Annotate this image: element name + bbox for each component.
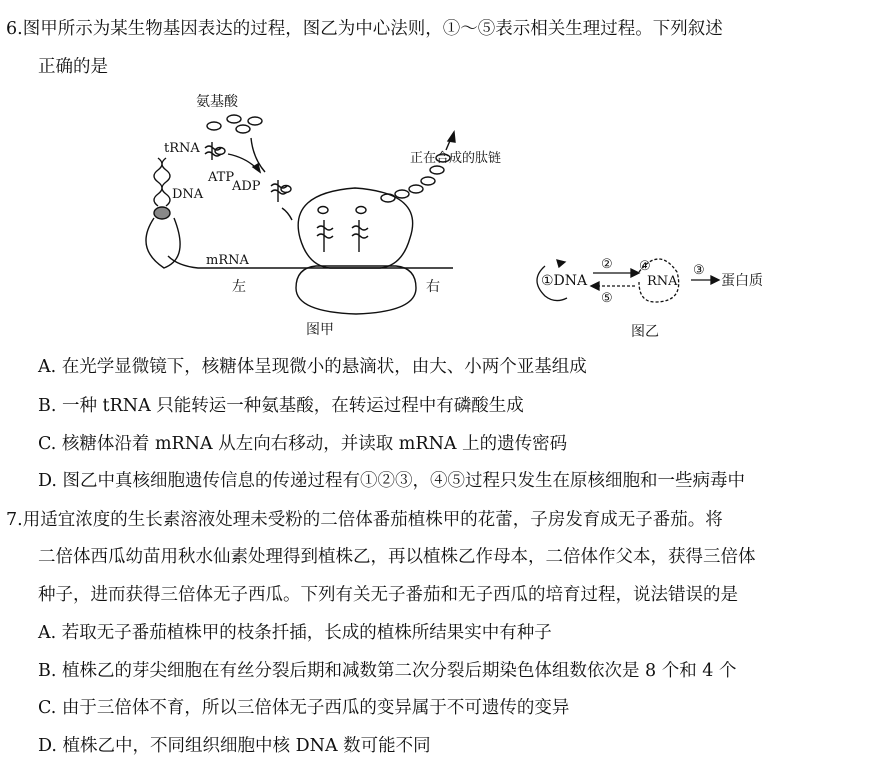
q7-stem-line1	[6, 509, 723, 531]
q7-stem-line3: 种子，进而获得三倍体无子西瓜。下列有关无子番茄和无子西瓜的培育过程，说法错误的是	[38, 585, 738, 605]
trna-enter-arrow	[282, 208, 292, 220]
label-dna: DNA	[172, 187, 204, 202]
q6-option-d: D. 图乙中真核细胞遗传信息的传递过程有①②③，④⑤过程只发生在原核细胞和一些病毒中	[38, 471, 746, 491]
q7-option-c: C. 由于三倍体不育，所以三倍体无子西瓜的变异属于不可遗传的变异	[38, 698, 570, 718]
arrow-reverse-head	[591, 282, 599, 290]
caption-yi: 图乙	[631, 324, 659, 340]
q7-stem-line2: 二倍体西瓜幼苗用秋水仙素处理得到植株乙，再以植株乙作母本，二倍体作父本，获得三倍体	[38, 547, 756, 567]
rna-polymerase	[154, 207, 170, 219]
q6-option-c: C. 核糖体沿着 mRNA 从左向右移动，并读取 mRNA 上的遗传密码	[38, 434, 568, 454]
yi-label-4: ④	[639, 259, 651, 274]
amino-in-ribosome-2	[356, 207, 366, 214]
ribosome-large-subunit	[298, 188, 412, 268]
label-adp: ADP	[232, 179, 261, 194]
amino-acid-4	[248, 117, 262, 125]
q6-option-b: B. 一种 tRNA 只能转运一种氨基酸，在转运过程中有磷酸生成	[38, 396, 524, 416]
amino-acid-2	[207, 122, 221, 130]
arrow-translation-head	[711, 276, 719, 284]
amino-in-ribosome-1	[318, 207, 328, 214]
figure-jia	[148, 88, 502, 338]
arrow-transcription-head	[631, 269, 639, 277]
dna-replication-arrow-head	[557, 260, 565, 267]
amino-acid-1	[227, 115, 241, 123]
trna-charged-shape	[271, 180, 287, 202]
q6-option-a: A. 在光学显微镜下，核糖体呈现微小的悬滴状，由大、小两个亚基组成	[38, 357, 587, 377]
caption-jia: 图甲	[306, 322, 334, 338]
label-amino-acid: 氨基酸	[196, 94, 238, 110]
label-peptide: 正在合成的肽链	[410, 151, 502, 166]
dna-helix	[154, 158, 170, 206]
trna-in-ribosome-1	[317, 220, 333, 252]
peptide-bead-5	[430, 166, 444, 174]
label-mrna: mRNA	[206, 253, 249, 268]
q7-option-b: B. 植株乙的芽尖细胞在有丝分裂后期和减数第二次分裂后期染色体组数依次是 8 个和 4 个	[38, 661, 737, 681]
label-atp: ATP	[208, 170, 235, 185]
trna-free-shape	[205, 142, 221, 160]
figure-yi	[535, 250, 795, 340]
dna-loop	[146, 218, 180, 268]
q6-stem-line2: 正确的是	[38, 57, 108, 77]
label-trna: tRNA	[164, 141, 200, 156]
q7-option-d: D. 植株乙中，不同组织细胞中核 DNA 数可能不同	[38, 736, 431, 756]
q6-stem-text-1: 图甲所示为某生物基因表达的过程，图乙为中心法则，①～⑤表示相关生理过程。下列叙述	[22, 19, 723, 39]
yi-label-protein: 蛋白质	[721, 273, 763, 289]
q6-stem-line1	[6, 18, 723, 40]
peptide-bead-1	[381, 194, 395, 202]
yi-label-5: ⑤	[601, 291, 613, 306]
peptide-bead-2	[395, 190, 409, 198]
yi-label-dna: ①DNA	[541, 273, 588, 289]
yi-label-3: ③	[693, 263, 705, 278]
q7-option-a: A. 若取无子番茄植株甲的枝条扦插，长成的植株所结果实中有种子	[38, 623, 552, 643]
peptide-bead-3	[409, 185, 423, 193]
q7-number: 7.	[6, 510, 23, 530]
q7-stem-text-1: 用适宜浓度的生长素溶液处理未受粉的二倍体番茄植株甲的花蕾，子房发育成无子番茄。将	[22, 510, 723, 530]
yi-label-2: ②	[601, 257, 613, 272]
label-right: 右	[426, 279, 440, 295]
label-left: 左	[232, 279, 246, 295]
peptide-bead-4	[421, 177, 435, 185]
trna-in-ribosome-2	[352, 220, 368, 252]
yi-label-rna: RNA	[647, 274, 678, 289]
q6-number: 6.	[6, 19, 23, 39]
peptide-arrow-head	[448, 132, 455, 142]
ribosome-small-subunit	[296, 266, 416, 314]
amino-acid-3	[236, 125, 250, 133]
